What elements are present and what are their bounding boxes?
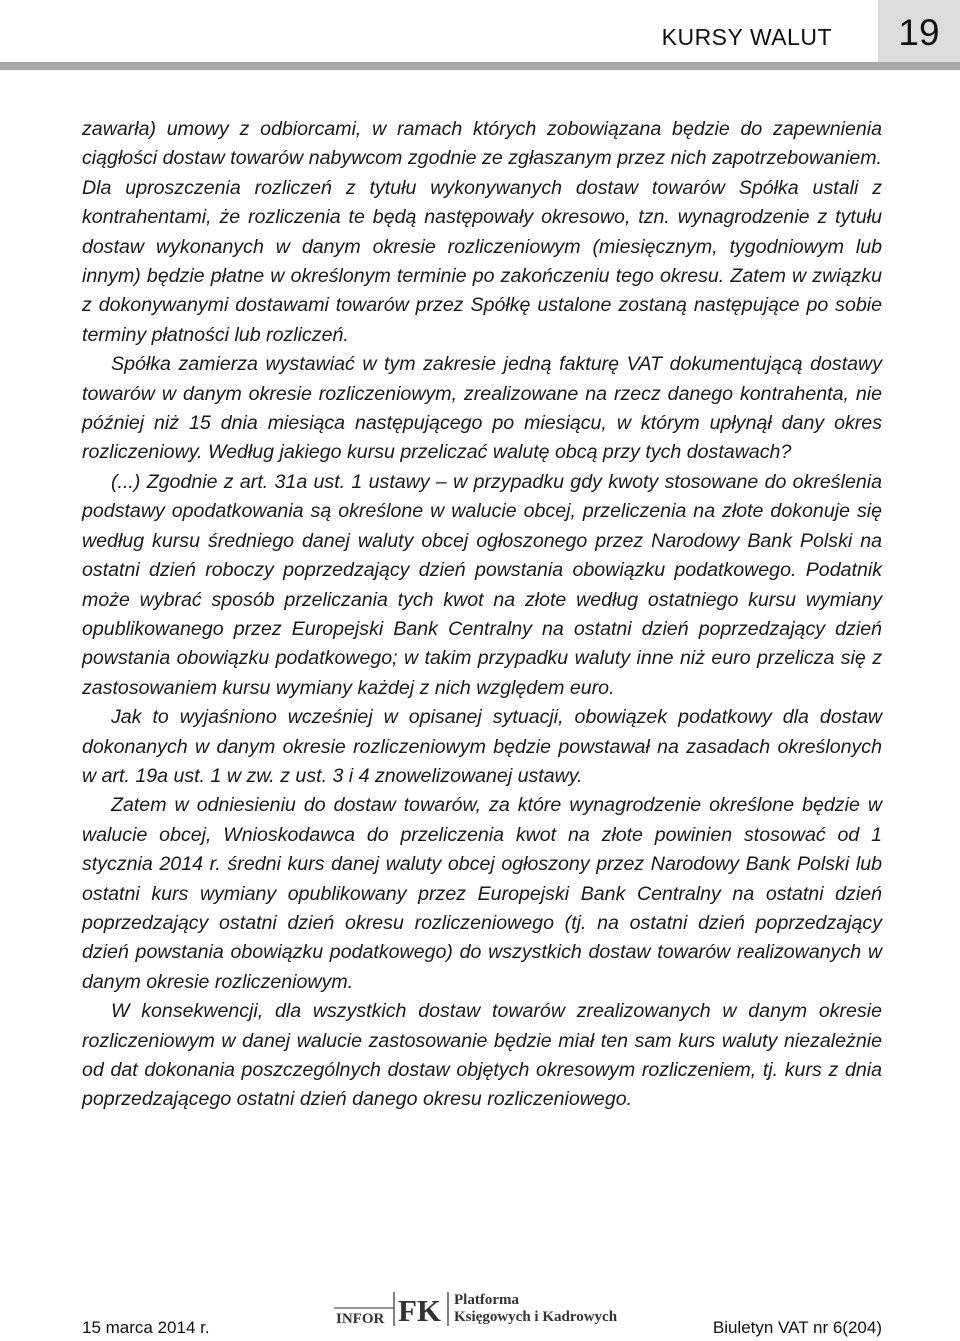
- publisher-logo: [334, 1288, 648, 1328]
- logo-fk-text: FK: [398, 1293, 442, 1328]
- page-number: 19: [898, 12, 940, 53]
- page-number-box: [878, 0, 960, 66]
- footer-publication: Biuletyn VAT nr 6(204): [712, 1318, 882, 1337]
- logo-line2: Księgowych i Kadrowych: [454, 1309, 618, 1325]
- paragraph: W konsekwencji, dla wszystkich dostaw towarów zrealizowanych w danym okresie rozliczeniowym w danej walucie zastosowanie będzie miał ten sam kurs waluty niezależnie od dat dokonania poszczególnych dostaw objętych okresowym rozliczeniem, tj. kurs z dnia poprzedzającego ostatni dzień danego okresu rozliczeniowego.: [82, 1000, 882, 1111]
- paragraph: zawarła) umowy z odbiorcami, w ramach których zobowiązana będzie do zapewnienia ciągłości dostaw towarów nabywcom zgodnie ze zgłaszanym przez nich zapotrzebowaniem. Dla uproszczenia rozliczeń z tytułu wykonywanych dostaw towarów Spółka ustali z kontrahentami, że rozliczenia te będą następowały okresowo, tzn. wynagrodzenie z tytułu dostaw wykonanych w danym okresie rozliczeniowym (miesięcznym, tygodniowym lub innym) będzie płatne w określonym terminie po zakończeniu tego okresu. Zatem w związku z dokonywanymi dostawami towarów przez Spółkę ustalone zostaną następujące po sobie terminy płatności lub rozliczeń.: [82, 118, 882, 346]
- article-body: [82, 115, 882, 1115]
- header-rule: [0, 62, 960, 70]
- paragraph: (...) Zgodnie z art. 31a ust. 1 ustawy – w przypadku gdy kwoty stosowane do określenia podstawy opodatkowania są określone w walucie obcej, przeliczenia na złote dokonuje się według kursu średniego danej waluty obcej ogłoszonego przez Narodowy Bank Polski na ostatni dzień roboczy poprzedzający dzień powstania obowiązku podatkowego. Podatnik może wybrać sposób przeliczania tych kwot na złote według ostatniego kursu wymiany opublikowanego przez Europejski Bank Centralny na ostatni dzień poprzedzający dzień powstania obowiązku podatkowego; w takim przypadku waluty inne niż euro przelicza się z zastosowaniem kursu wymiany każdej z nich względem euro.: [82, 470, 882, 699]
- header-section-title: KURSY WALUT: [661, 24, 832, 50]
- paragraph: Spółka zamierza wystawiać w tym zakresie jedną fakturę VAT dokumentującą dostawy towarów w danym okresie rozliczeniowym, zrealizowane na rzecz danego kontrahenta, nie później niż 15 dnia miesiąca następującego po miesiącu, w którym upłynął dany okres rozliczeniowy. Według jakiego kursu przeliczać walutę obcą przy tych dostawach?: [82, 353, 882, 464]
- paragraph: Zatem w odniesieniu do dostaw towarów, za które wynagrodzenie określone będzie w walucie obcej, Wnioskodawca do przeliczenia kwot na złote powinien stosować od 1 stycznia 2014 r. średni kurs danej waluty obcej ogłoszony przez Narodowy Bank Polski lub ostatni kurs wymiany opublikowany przez Europejski Bank Centralny na ostatni dzień poprzedzający ostatni dzień okresu rozliczeniowego (tj. na ostatni dzień poprzedzający dzień powstania obowiązku podatkowego) do wszystkich dostaw towarów realizowanych w danym okresie rozliczeniowym.: [82, 794, 882, 993]
- logo-infor-text: INFOR: [336, 1311, 385, 1327]
- footer-date: 15 marca 2014 r.: [82, 1318, 210, 1337]
- paragraph: Jak to wyjaśniono wcześniej w opisanej sytuacji, obowiązek podatkowy dla dostaw dokonanych w danym okresie rozliczeniowym będzie powstawał na zasadach określonych w art. 19a ust. 1 w zw. z ust. 3 i 4 znowelizowanej ustawy.: [82, 706, 882, 787]
- logo-line1: Platforma: [454, 1292, 519, 1308]
